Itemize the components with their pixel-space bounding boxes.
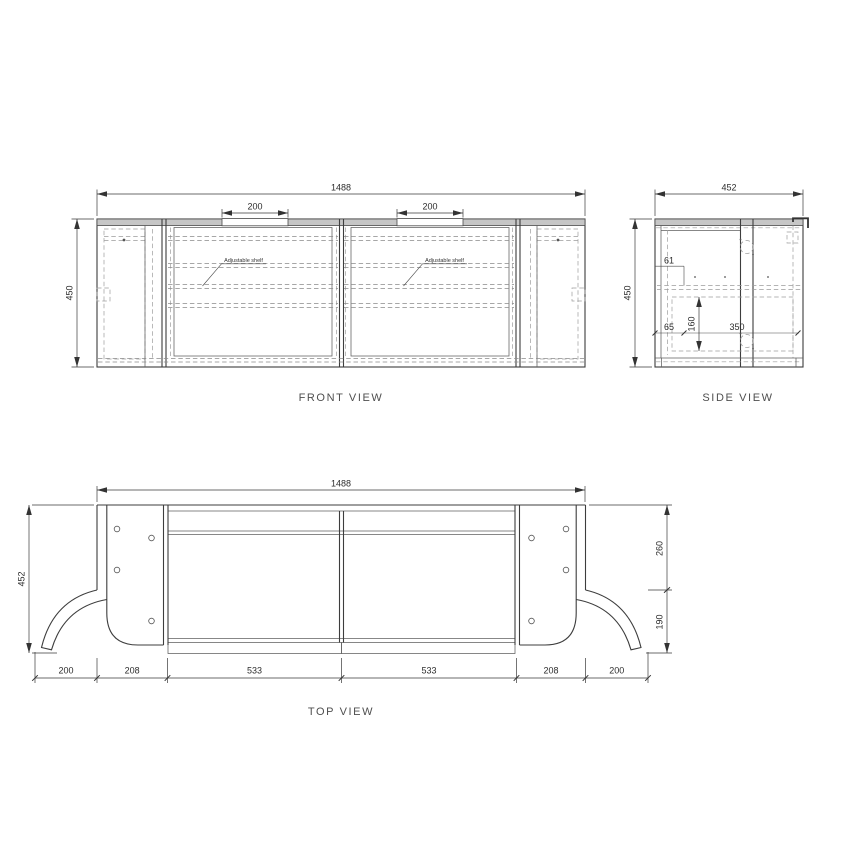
handle-recess-left xyxy=(222,219,288,226)
dim-front-width: 1488 xyxy=(330,182,352,193)
shelf-note-right-group xyxy=(404,258,468,286)
door-left xyxy=(174,228,332,357)
side-view-title: SIDE VIEW xyxy=(702,392,774,404)
dim-inner-width: 350 xyxy=(729,322,745,332)
side-view xyxy=(623,183,809,405)
dim-leg-depth: 190 xyxy=(654,614,665,630)
dim-side-width: 452 xyxy=(721,182,737,193)
hole-front-right xyxy=(557,239,560,242)
top-view-chain-dimensions xyxy=(32,652,651,683)
dim-front-height: 450 xyxy=(64,285,75,301)
shelf-note-left: Adjustable shelf xyxy=(224,257,263,264)
door-right xyxy=(351,228,509,357)
front-view-dimensions xyxy=(65,183,586,368)
dim-side-height: 450 xyxy=(622,285,633,301)
dim-handle-left: 200 xyxy=(247,201,263,212)
dim-offset-top: 61 xyxy=(663,255,675,266)
door-top-right xyxy=(342,643,516,654)
curved-leg-right xyxy=(576,590,641,650)
dim-inner-height: 160 xyxy=(686,316,697,332)
chain-208-left: 208 xyxy=(124,665,140,676)
chain-533-left: 533 xyxy=(246,665,263,676)
top-view-body xyxy=(42,505,642,654)
hinge-bottom xyxy=(740,335,753,348)
chain-533-right: 533 xyxy=(421,665,437,676)
side-view-body xyxy=(653,218,809,367)
shelf-hidden-lines xyxy=(98,237,584,363)
curved-leg-left xyxy=(42,590,107,650)
hole-front-left xyxy=(123,239,126,242)
chain-200-left: 200 xyxy=(58,665,74,676)
dim-body-depth: 260 xyxy=(654,540,665,557)
front-view xyxy=(65,183,586,405)
dim-top-width: 1488 xyxy=(330,478,352,489)
hinge-top xyxy=(740,241,753,254)
shelf-note-left-group xyxy=(203,258,267,286)
shelf-note-right: Adjustable shelf xyxy=(425,257,464,264)
chain-200-right: 200 xyxy=(609,665,625,676)
dim-handle-right: 200 xyxy=(422,201,438,212)
front-view-title: FRONT VIEW xyxy=(298,392,384,404)
front-view-body xyxy=(97,219,585,367)
door-top-left xyxy=(168,643,342,654)
dim-top-depth: 452 xyxy=(16,571,27,587)
benchtop-edge xyxy=(97,219,585,226)
top-view xyxy=(17,479,673,719)
dim-offset-bottom: 65 xyxy=(663,322,675,332)
handle-recess-right xyxy=(397,219,463,226)
chain-208-right: 208 xyxy=(543,665,559,676)
top-view-title: TOP VIEW xyxy=(307,706,375,718)
side-view-dimensions xyxy=(623,183,804,368)
